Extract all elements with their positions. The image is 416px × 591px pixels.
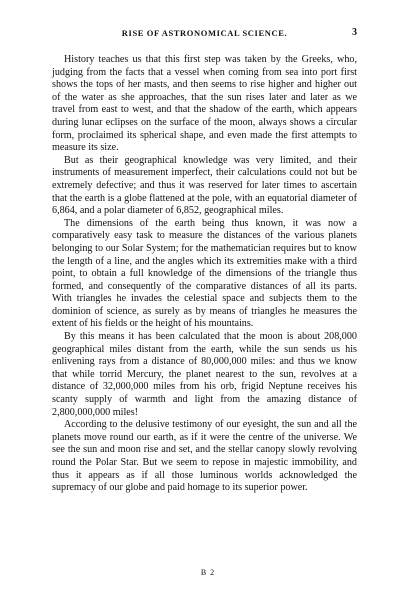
- body-text: [52, 54, 357, 495]
- page-number: 3: [352, 27, 357, 38]
- paragraph: The dimensions of the earth being thus known, it was now a comparatively easy task to measure the distances of the various planets belonging to our Solar System; for the mathematician requires but to know the length of a line, and the angles which its extremities make with a third point, to obtain a full knowledge of the dimensions of the triangle thus formed, and consequently of the comparative distances of all its parts. With triangles he invades the celestial space and subjects them to the dominion of science, as surely as by means of triangles he measures the extent of his fields or the height of his mountains.: [52, 217, 357, 330]
- paragraph: According to the delusive testimony of our eyesight, the sun and all the planets move round our earth, as if it were the centre of the universe. We see the sun and moon rise and set, and the stellar canopy slowly revolving round the Polar Star. But we seem to repose in majestic immobility, and thus it appears as if all those luminous worlds acknowledged the supremacy of our globe and paid homage to its superior power.: [52, 419, 357, 494]
- paragraph: History teaches us that this first step was taken by the Greeks, who, judging from the facts that a vessel when coming from sea into port first shows the tops of her masts, and then seems to rise higher and higher out of the water as she approaches, that the sun rises later and later as we travel from east to west, and that the shadow of the earth, which appears during lunar eclipses on the surface of the moon, always shows a circular form, proclaimed its spherical shape, and even made the first attempts to measure its size.: [52, 54, 357, 154]
- signature-mark: B 2: [200, 568, 216, 577]
- paragraph: By this means it has been calculated that the moon is about 208,000 geographical miles distant from the earth, while the sun sends us his enlivening rays from a distance of 80,000,000 miles: and thus we know that while torrid Mercury, the planet nearest to the sun, revolves at a distance of 32,000,000 miles from his orb, frigid Neptune receives his scanty supply of warmth and light from the amazing distance of 2,800,000,000 miles!: [52, 331, 357, 418]
- paragraph: But as their geographical knowledge was very limited, and their instruments of measurement imperfect, their calculations could not but be extremely defective; and thus it was reserved for later times to ascertain that the earth is a globe flattened at the pole, with an equatorial diameter of 6,864, and a polar diameter of 6,852, geographical miles.: [52, 154, 357, 217]
- book-page: [52, 26, 357, 495]
- running-title: RISE OF ASTRONOMICAL SCIENCE.: [121, 28, 288, 38]
- running-header: [52, 26, 357, 40]
